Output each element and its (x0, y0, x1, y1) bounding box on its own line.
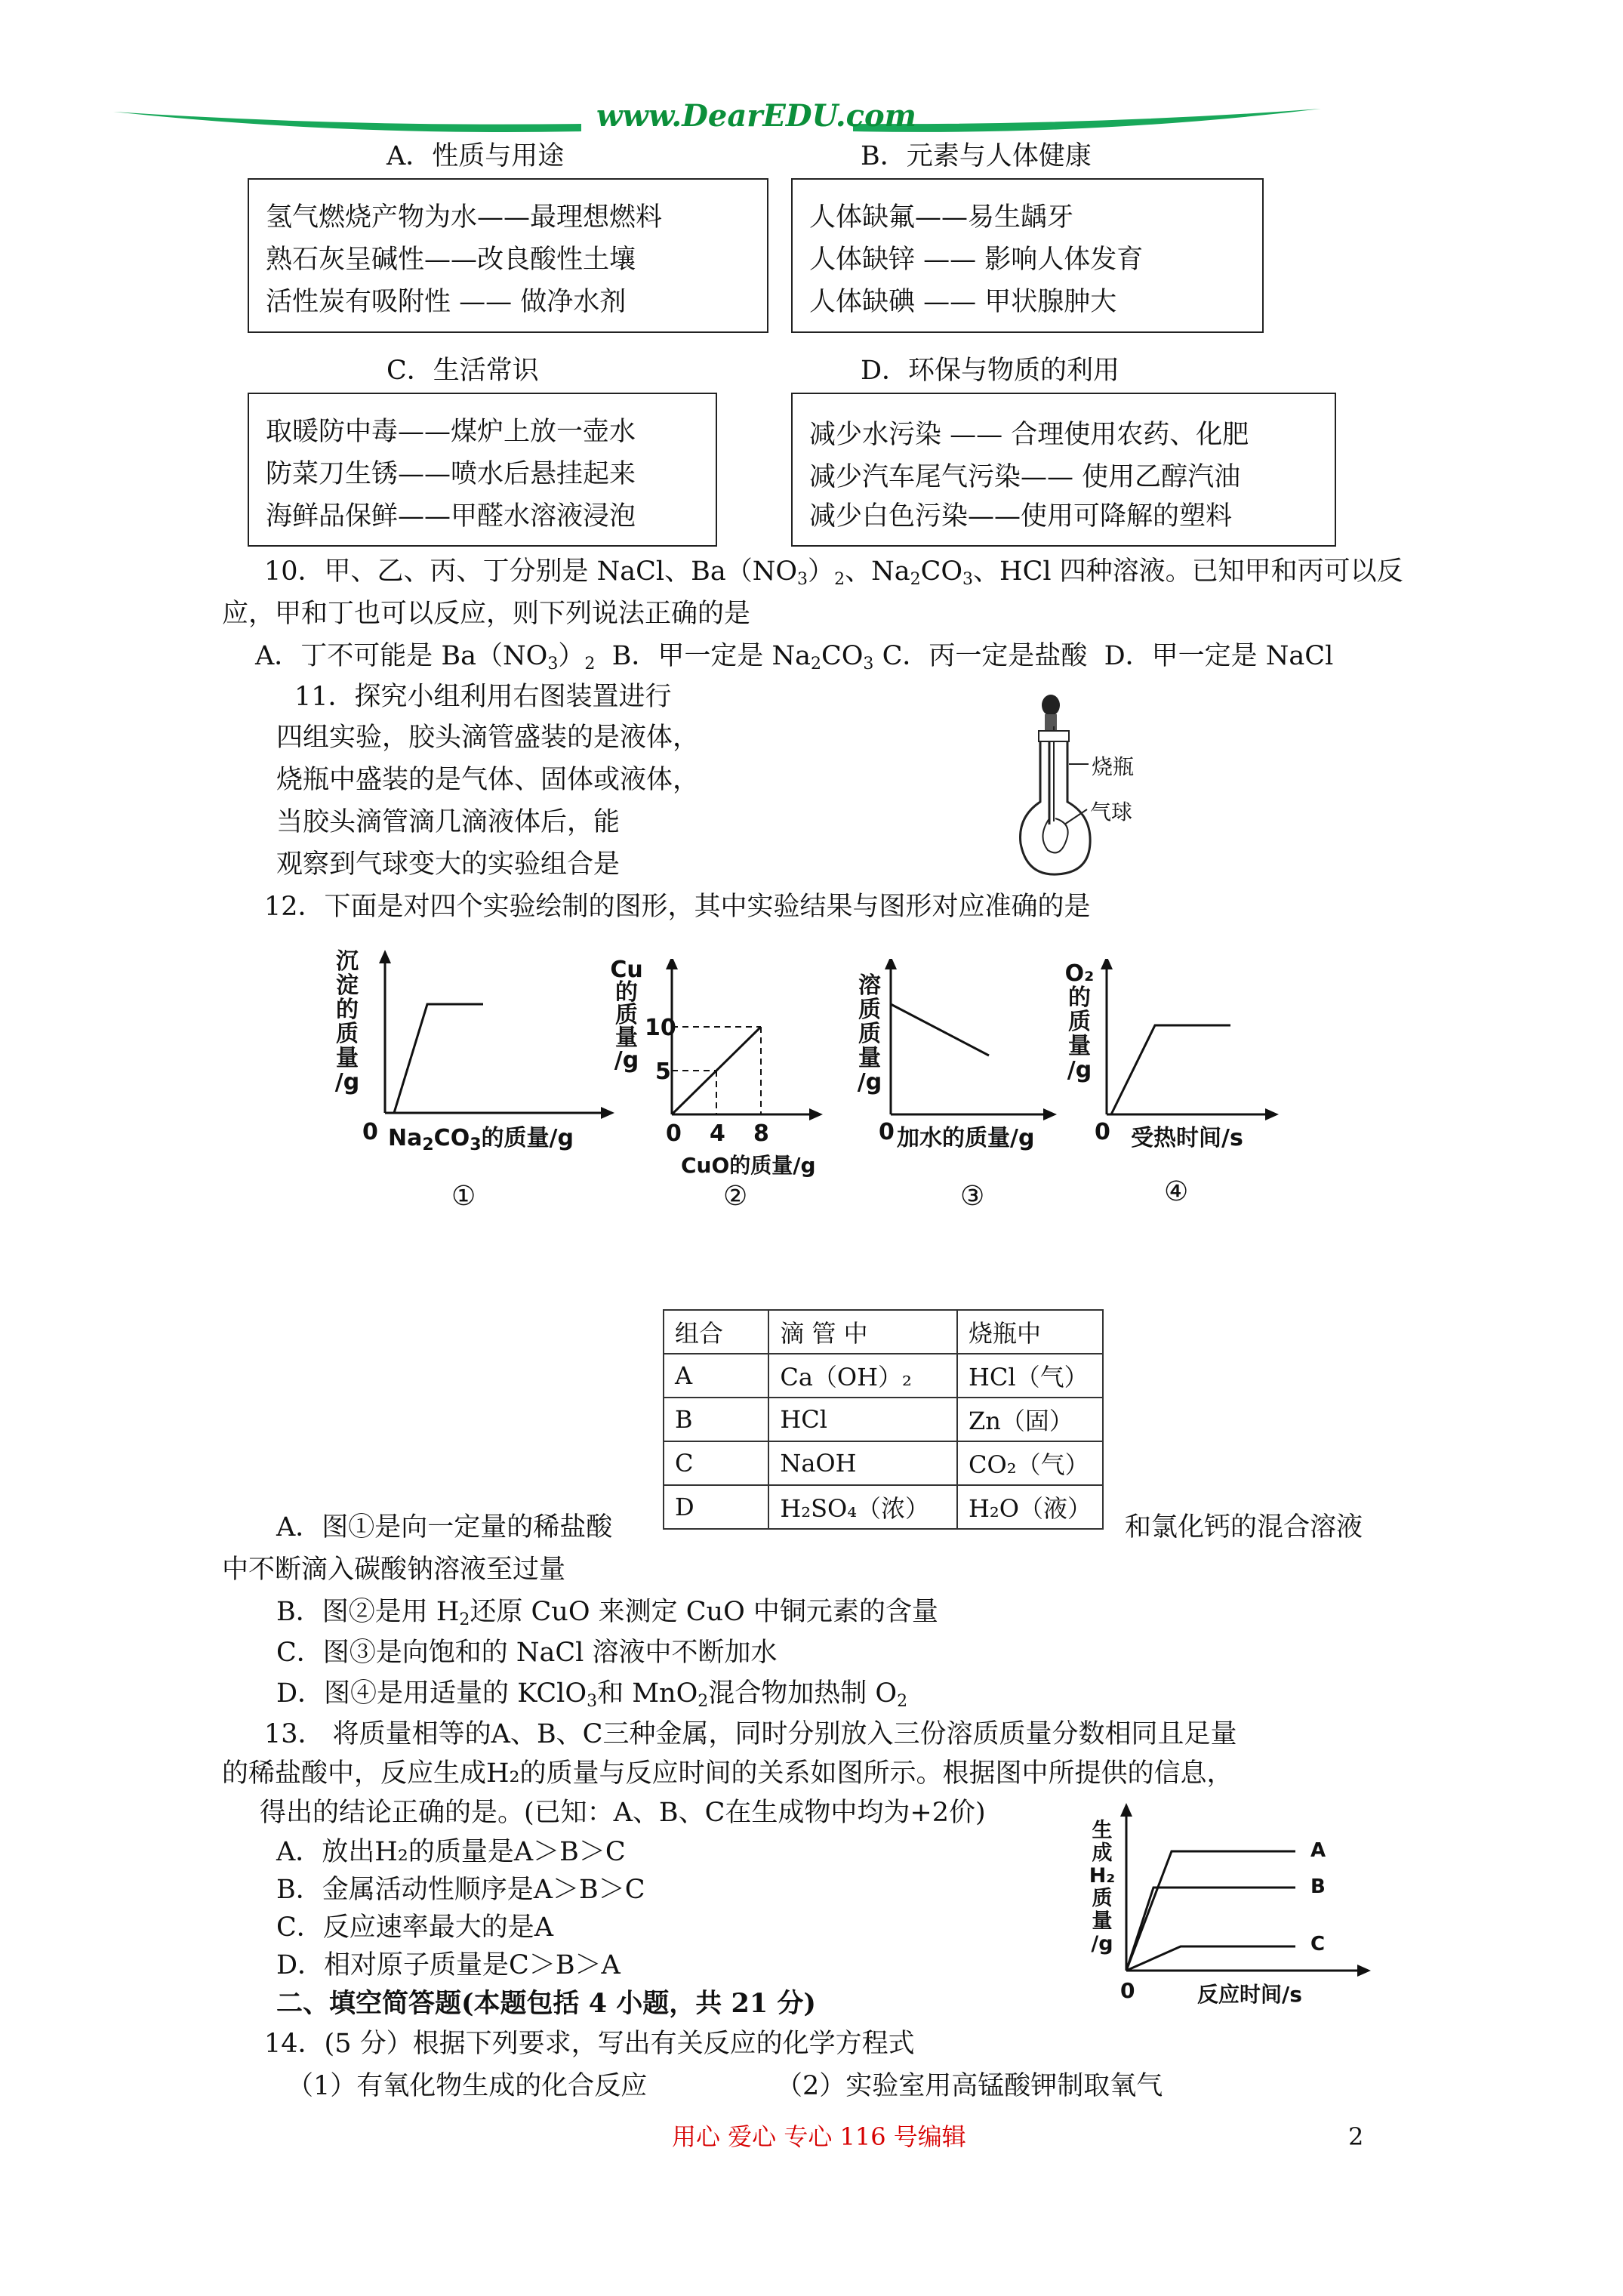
chart-2-ylabel: Cu 的 质 量 /g (610, 957, 643, 1074)
page-number: 2 (1348, 2122, 1364, 2151)
q13-option: D．相对原子质量是C＞B＞A (276, 1950, 621, 1980)
chart-3-ylabel: 溶 质 质 量 /g (857, 972, 882, 1096)
table-header-row (664, 1310, 1103, 1354)
section-c-line: 取暖防中毒——煤炉上放一壶水 (266, 417, 636, 447)
q13-series-label: B (1310, 1875, 1326, 1898)
q10-line1: 10．甲、乙、丙、丁分别是 NaCl、$Ba(NO_3)_2$、$Na_2CO_3$、HCl 四种溶液。已知甲和丙可以反 (264, 556, 1403, 589)
section-a-box (248, 178, 768, 333)
chart-1-line (394, 1004, 483, 1113)
chart-3-line (891, 1004, 989, 1056)
chart-4-number: ④ (1164, 1176, 1189, 1207)
chart-2-xlabel: CuO的质量/g (681, 1153, 816, 1178)
chart-2-xtick: 8 (753, 1120, 769, 1147)
chart-2-origin: 0 (666, 1120, 682, 1147)
section-b-title: B．元素与人体健康 (861, 141, 1092, 171)
chart-4-ylabel: O₂ 的 质 量 /g (1064, 960, 1095, 1083)
table-header: 组合 (664, 1310, 768, 1354)
section-b-line: 人体缺碘 —— 甲状腺肿大 (809, 287, 1117, 317)
chart-3-origin: 0 (879, 1119, 895, 1145)
experiment-table (663, 1309, 1104, 1530)
q11-line: 当胶头滴管滴几滴液体后，能 (276, 807, 621, 837)
q10-option-a: A．丁不可能是 $Ba(NO_3)_2$ (255, 641, 596, 673)
table-cell: C (664, 1441, 768, 1485)
chart-1-xlabel: $Na_2CO_3$的质量/g (388, 1125, 574, 1154)
section-2-title: 二、填空简答题(本题包括 4 小题，共 21 分) (276, 1988, 816, 2019)
table-cell: Zn（固） (957, 1398, 1103, 1441)
table-cell: Ca（OH）₂ (768, 1354, 957, 1398)
section-d-title: D．环保与物质的利用 (861, 356, 1120, 386)
q12-option-a-3: 中不断滴入碳酸钠溶液至过量 (222, 1555, 566, 1585)
q12-option-a-1: A．图①是向一定量的稀盐酸 (276, 1512, 613, 1542)
chart-1 (332, 950, 634, 1214)
header-logo (113, 98, 1321, 143)
q13-chart-xlabel: 反应时间/s (1197, 1982, 1302, 2007)
chart-1-ylabel: 沉 淀 的 质 量 /g (334, 948, 360, 1096)
table-cell: B (664, 1398, 768, 1441)
q13-chart-origin: 0 (1120, 1978, 1135, 2003)
q13-line2: 的稀盐酸中，反应生成H₂的质量与反应时间的关系如图所示。根据图中所提供的信息， (222, 1758, 1233, 1789)
table-cell: NaOH (768, 1441, 957, 1485)
table-row (664, 1485, 1103, 1529)
table-cell: H₂SO₄（浓） (768, 1485, 957, 1529)
q13-series-c (1126, 1946, 1295, 1971)
table-cell: A (664, 1354, 768, 1398)
table-cell: H₂O（液） (957, 1485, 1103, 1529)
section-c-box (248, 393, 717, 547)
q14-stem: 14．(5 分）根据下列要求，写出有关反应的化学方程式 (264, 2029, 915, 2059)
section-d-line: 减少汽车尾气污染—— 使用乙醇汽油 (809, 462, 1241, 492)
chart-1-number: ① (451, 1181, 476, 1212)
flask-label: 烧瓶 (1092, 754, 1135, 779)
chart-1-origin: 0 (362, 1119, 378, 1145)
footer-text: 用心 爱心 专心 116 号编辑 (672, 2122, 966, 2151)
q11-line: 四组实验，胶头滴管盛装的是液体， (276, 723, 700, 753)
q13-option: A．放出H₂的质量是A＞B＞C (276, 1837, 626, 1867)
chart-2-ytick: 5 (655, 1059, 671, 1085)
section-a-line: 活性炭有吸附性 —— 做净水剂 (266, 287, 627, 317)
q13-option: B．金属活动性顺序是A＞B＞C (276, 1875, 645, 1905)
table-row (664, 1398, 1103, 1441)
flask-apparatus (1012, 689, 1193, 879)
section-d-box (791, 393, 1336, 547)
q10-line2: 应，甲和丁也可以反应，则下列说法正确的是 (222, 599, 751, 629)
q12-option-d: D．图④是用适量的 KClO$_3$和 MnO$_2$混合物加热制 $O_2$ (276, 1678, 908, 1711)
table-cell: D (664, 1485, 768, 1529)
chart-2-ytick: 10 (645, 1015, 676, 1041)
q10-option-c: C．丙一定是盐酸 (882, 641, 1088, 671)
q10-option-b: B．甲一定是 $Na_2CO_3$ (611, 641, 874, 673)
table-row (664, 1441, 1103, 1485)
chart-4-line (1111, 1025, 1230, 1114)
chart-4-origin: 0 (1095, 1119, 1110, 1145)
chart-3-xlabel: 加水的质量/g (897, 1125, 1035, 1151)
q13-chart (1087, 1803, 1374, 2022)
logo-text[interactable]: www.DearEDU.com (596, 98, 917, 134)
chart-3 (855, 959, 1096, 1223)
q13-series-label: C (1310, 1933, 1326, 1955)
q13-series-a (1126, 1851, 1295, 1971)
q10-option-d: D．甲一定是 NaCl (1104, 641, 1334, 671)
section-d-line: 减少白色污染——使用可降解的塑料 (809, 501, 1233, 532)
q13-option: C．反应速率最大的是A (276, 1912, 554, 1943)
section-c-title: C．生活常识 (387, 356, 539, 386)
section-a-line: 氢气燃烧产物为水——最理想燃料 (266, 202, 663, 233)
table-cell: HCl（气） (957, 1354, 1103, 1398)
chart-2-number: ② (723, 1181, 748, 1212)
chart-2 (610, 959, 852, 1223)
table-cell: CO₂（气） (957, 1441, 1103, 1485)
q11-line: 观察到气球变大的实验组合是 (276, 849, 621, 880)
section-c-line: 防菜刀生锈——喷水后悬挂起来 (266, 459, 636, 489)
q12-option-b: B．图②是用 $H_2$还原 CuO 来测定 CuO 中铜元素的含量 (276, 1597, 938, 1629)
balloon-label: 气球 (1090, 800, 1133, 824)
table-header: 烧瓶中 (957, 1310, 1103, 1354)
q14-sub1: （1）有氧化物生成的化合反应 (287, 2071, 648, 2101)
table-header: 滴 管 中 (768, 1310, 957, 1354)
q13-series-label: A (1310, 1839, 1326, 1862)
q12-option-a-2: 和氯化钙的混合溶液 (1125, 1512, 1363, 1542)
chart-3-number: ③ (960, 1181, 985, 1212)
flask-diagram-icon (1012, 689, 1193, 879)
q13-line1: 13． 将质量相等的A、B、C三种金属，同时分别放入三份溶质质量分数相同且足量 (264, 1719, 1237, 1749)
q11-line: 烧瓶中盛装的是气体、固体或液体， (276, 765, 700, 795)
chart-4-xlabel: 受热时间/s (1131, 1125, 1243, 1151)
q10-options (255, 641, 1334, 673)
table-cell: HCl (768, 1398, 957, 1441)
q13-chart-ylabel: 生 成 H₂ 质 量 /g (1089, 1819, 1116, 1955)
q12-option-c: C．图③是向饱和的 NaCl 溶液中不断加水 (276, 1638, 778, 1668)
q11-line: 11．探究小组利用右图装置进行 (294, 682, 672, 712)
section-b-line: 人体缺锌 —— 影响人体发育 (809, 245, 1144, 275)
section-b-box (791, 178, 1264, 333)
section-a-title: A．性质与用途 (387, 141, 565, 171)
chart-4 (1064, 959, 1306, 1223)
q14-sub2: （2）实验室用高锰酸钾制取氧气 (776, 2071, 1163, 2101)
q12-stem: 12．下面是对四个实验绘制的图形，其中实验结果与图形对应准确的是 (264, 892, 1091, 922)
q13-line3: 得出的结论正确的是。(已知：A、B、C在生成物中均为+2价) (260, 1798, 986, 1828)
section-a-line: 熟石灰呈碱性——改良酸性土壤 (266, 245, 636, 275)
chart-2-xtick: 4 (710, 1120, 725, 1147)
table-row (664, 1354, 1103, 1398)
section-d-line: 减少水污染 —— 合理使用农药、化肥 (809, 420, 1249, 450)
section-b-line: 人体缺氟——易生龋牙 (809, 202, 1074, 233)
section-c-line: 海鲜品保鲜——甲醛水溶液浸泡 (266, 501, 636, 532)
